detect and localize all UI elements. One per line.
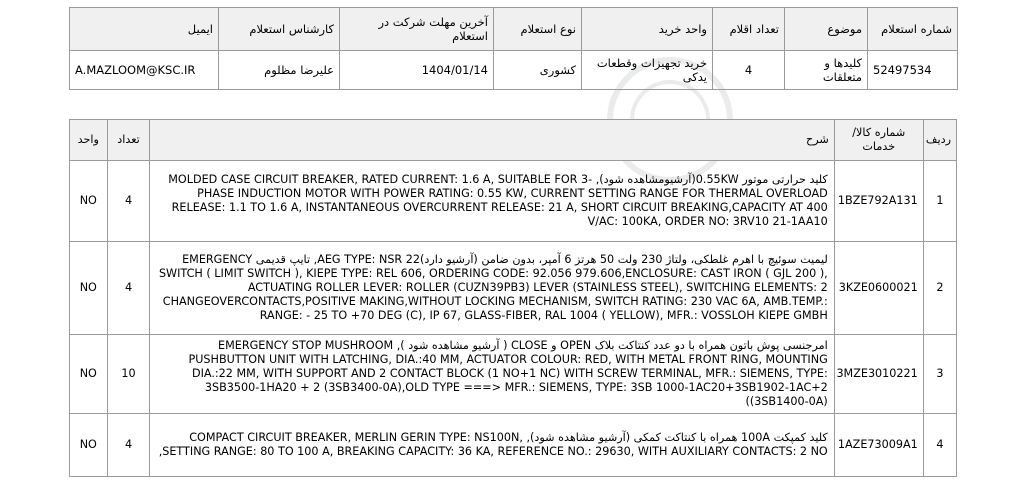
row-number: 4: [923, 414, 956, 477]
summary-header-row: [70, 8, 958, 51]
row-number: 3: [923, 335, 956, 414]
deadline: 1404/01/14: [340, 51, 494, 90]
item-unit: NO: [70, 414, 108, 477]
items-table: [69, 119, 957, 477]
inquiry-summary-table: [69, 7, 958, 90]
header-unit: واحد: [70, 120, 108, 161]
item-unit: NO: [70, 161, 108, 242]
row-number: 1: [923, 161, 956, 242]
expert-email: A.MAZLOOM@KSC.IR: [70, 51, 219, 90]
header-item-count: تعداد اقلام: [713, 8, 785, 51]
table-row: [70, 335, 957, 414]
item-description: کلید حرارتی موتور 0.55KW(آرشیومشاهده شود), MOLDED CASE CIRCUIT BREAKER, RATED CURRENT: 1.6 A, SUITABLE FOR 3-PHASE INDUCTION MOTOR WITH POWER RATING: 0.55 KW, CURRENT SETTING RANGE FOR THERMAL OVERLOAD RELEASE: 1.1 TO 1.6 A, INSTANTANEOUS OVERCURRENT RELEASE: 21 A, SHORT CIRCUIT BREAKING,CAPACITY AT 400 V/AC: 100KA, ORDER NO: 3RV10 21-1AA10: [150, 161, 834, 242]
item-quantity: 4: [107, 414, 150, 477]
item-unit: NO: [70, 242, 108, 335]
items-header-row: [70, 120, 957, 161]
item-code: 1AZE73009A1: [834, 414, 923, 477]
item-quantity: 10: [107, 335, 150, 414]
table-row: [70, 161, 957, 242]
header-deadline: آخرین مهلت شرکت در استعلام: [340, 8, 494, 51]
header-inquiry-type: نوع استعلام: [494, 8, 582, 51]
item-code: 3KZE0600021: [834, 242, 923, 335]
header-expert: کارشناس استعلام: [219, 8, 340, 51]
header-item-code: شماره کالا/خدمات: [834, 120, 923, 161]
inquiry-number: 52497534: [868, 51, 958, 90]
item-description: امرجنسی پوش باتون همراه با دو عدد کنتاکت بلاک OPEN و CLOSE ( آرشیو مشاهده شود ), EMERGENCY STOP MUSHROOM PUSHBUTTON UNIT WITH LATCHING, DIA.:40 MM, ACTUATOR COLOUR: RED, WITH METAL FRONT RING, MOUNTING DIA.:22 MM, WITH SUPPORT AND 2 CONTACT BLOCK (1 NO+1 NC) WITH SCREW TERMINAL, MFR.: SIEMENS, TYPE: 3SB3500-1HA20 + 2 (3SB3400-0A),OLD TYPE ===> MFR.: SIEMENS, TYPE: 3SB 1000-1AC20+3SB1902-1AC+2 (3SB1400-0A)): [150, 335, 834, 414]
item-code: 1BZE792A131: [834, 161, 923, 242]
summary-data-row: [70, 51, 958, 90]
header-inquiry-number: شماره استعلام: [868, 8, 958, 51]
item-description: لیمیت سوئیچ با اهرم غلطکی، ولتاژ 230 ولت 50 هرتز 6 آمپر، بدون ضامن (آرشیو دارد)AEG TYPE: NSR 22, تایپ قدیمی EMERGENCY SWITCH ( LIMIT SWITCH ), KIEPE TYPE: REL 606, ORDERING CODE: 92.056 979.606,ENCLOSURE: CAST IRON ( GJL 200 ), ACTUATING ROLLER LEVER: ROLLER (CUZN39PB3) LEVER (STAINLESS STEEL), SWITCHING ELEMENTS: 2 CHANGEOVERCONTACTS,POSITIVE MAKING,WITHOUT LOCKING MECHANISM, SWITCH RATING: 230 VAC 6A, AMB.TEMP.: RANGE: - 25 TO +70 DEG (C), IP 67, GLASS-FIBER, RAL 1004 ( YELLOW), MFR.: VOSSLOH KIEPE GMBH: [150, 242, 834, 335]
header-subject: موضوع: [785, 8, 868, 51]
table-row: [70, 242, 957, 335]
header-row-number: ردیف: [923, 120, 956, 161]
item-quantity: 4: [107, 242, 150, 335]
purchase-unit: خرید تجهیزات وقطعات یدکی: [582, 51, 713, 90]
inquiry-subject: کلیدها و متعلقات: [785, 51, 868, 90]
inquiry-type: کشوری: [494, 51, 582, 90]
table-row: [70, 414, 957, 477]
header-quantity: تعداد: [107, 120, 150, 161]
item-quantity: 4: [107, 161, 150, 242]
item-code: 3MZE3010221: [834, 335, 923, 414]
item-unit: NO: [70, 335, 108, 414]
header-description: شرح: [150, 120, 834, 161]
expert-name: علیرضا مظلوم: [219, 51, 340, 90]
item-description: کلید کمپکت 100A همراه با کنتاکت کمکی (آرشیو مشاهده شود), COMPACT CIRCUIT BREAKER, MERLIN GERIN TYPE: NS100N, SETTING RANGE: 80 TO 100 A, BREAKING CAPACITY: 36 KA, REFERENCE NO.: 29630, WITH AUXILIARY CONTACTS: 2 NO,: [150, 414, 834, 477]
header-email: ایمیل: [70, 8, 219, 51]
row-number: 2: [923, 242, 956, 335]
header-purchase-unit: واحد خرید: [582, 8, 713, 51]
item-count: 4: [713, 51, 785, 90]
